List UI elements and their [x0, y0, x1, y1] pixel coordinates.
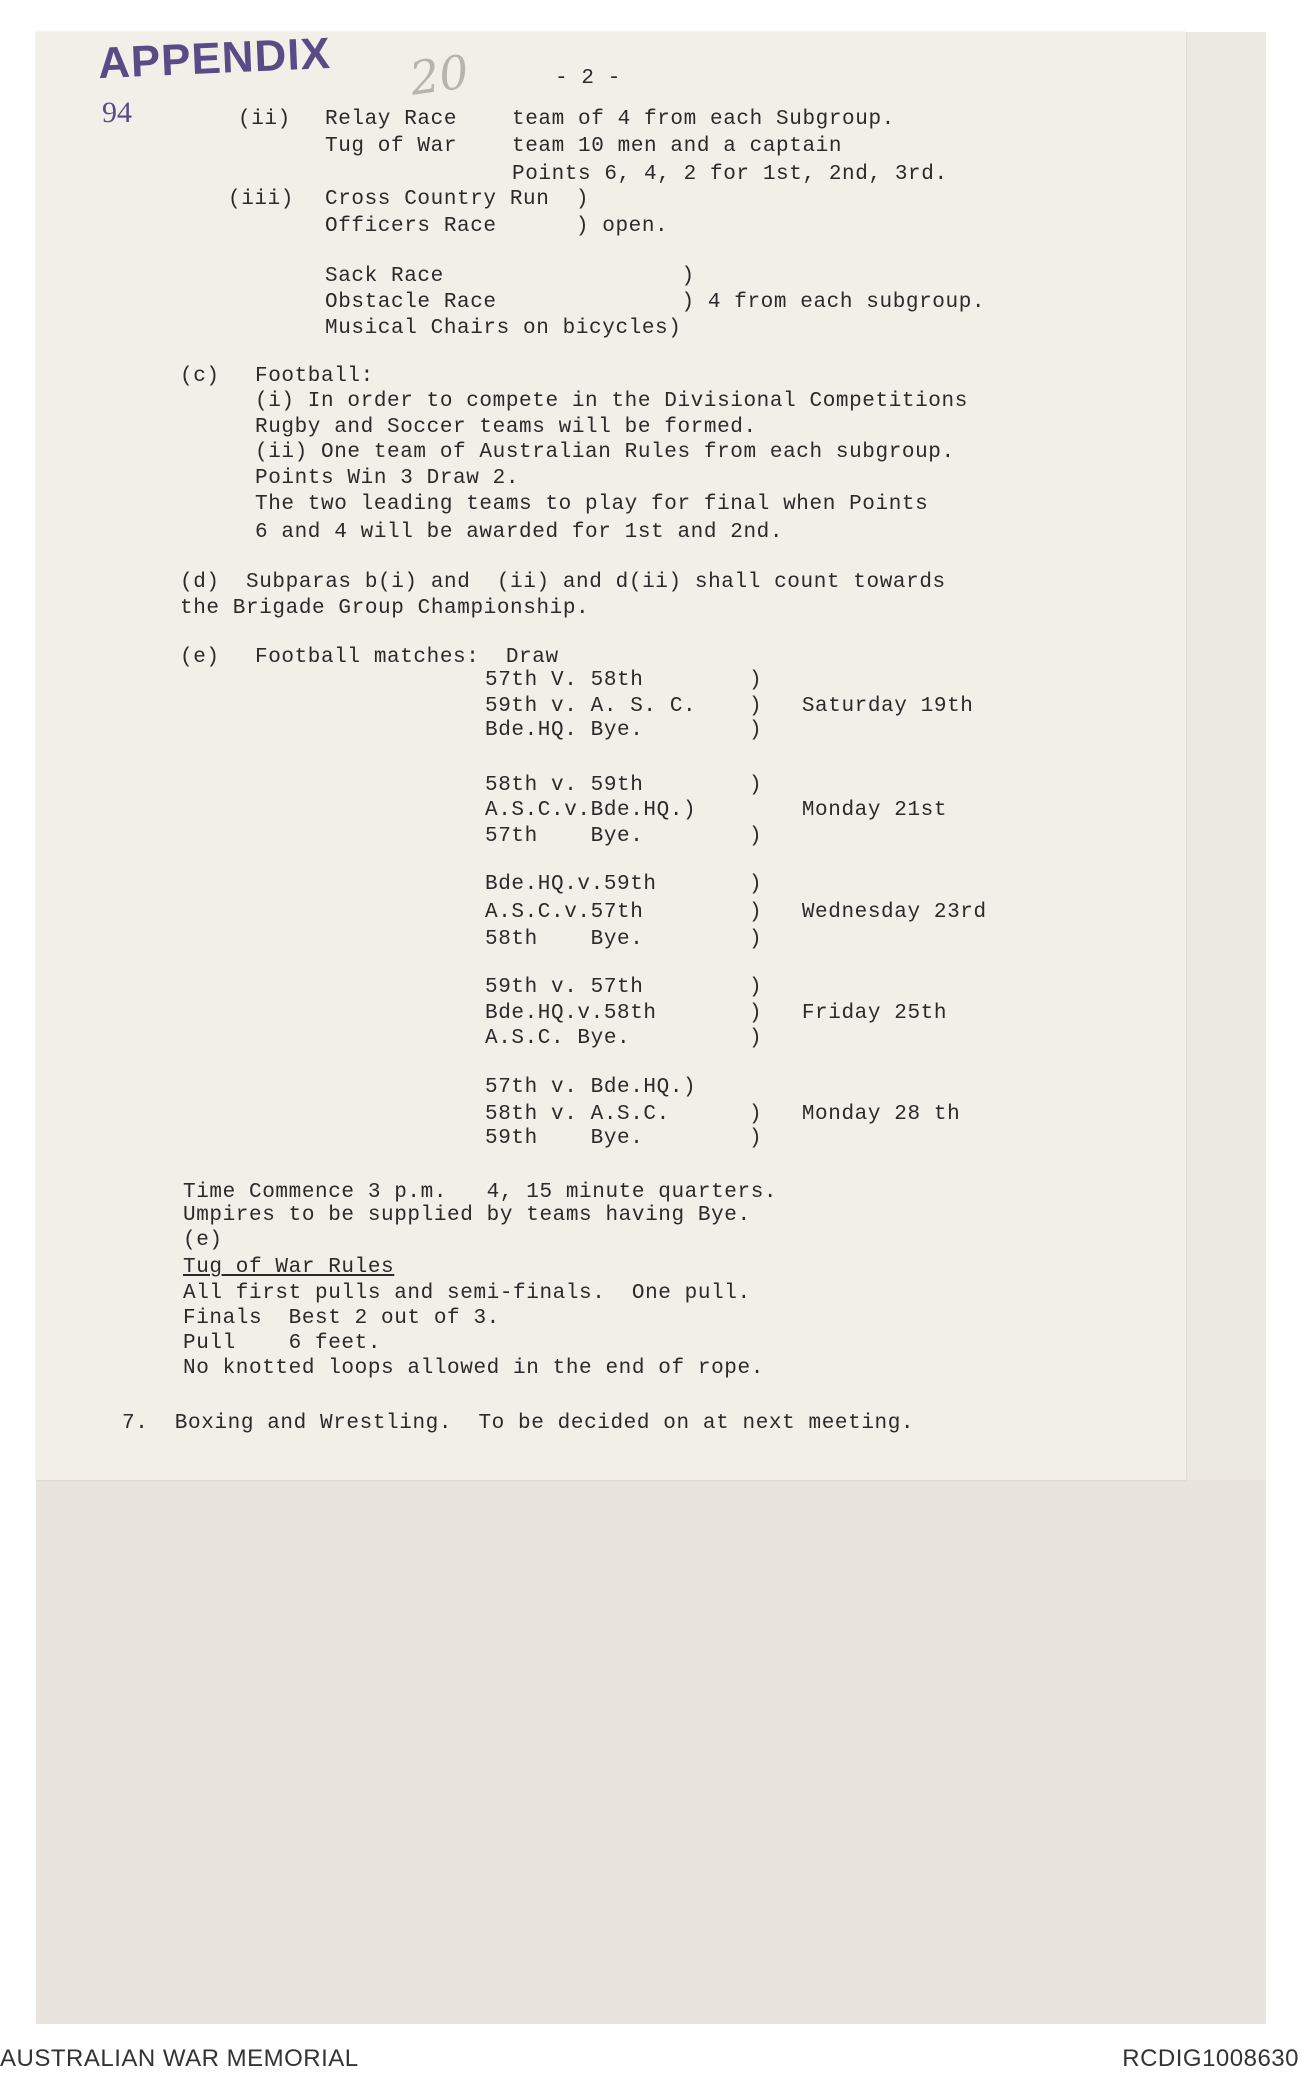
- text-line: Pull 6 feet.: [183, 1332, 382, 1355]
- text-line: Obstacle Race ) 4 from each subgroup.: [325, 291, 986, 314]
- text-line: Cross Country Run ): [325, 188, 590, 211]
- footer-source: AUSTRALIAN WAR MEMORIAL: [0, 2045, 359, 2072]
- text-line: Points 6, 4, 2 for 1st, 2nd, 3rd.: [512, 163, 948, 186]
- text-line: Rugby and Soccer teams will be formed.: [255, 416, 757, 439]
- text-line: 57th V. 58th ): [485, 669, 763, 692]
- text-line: Bde.HQ.v.59th ): [485, 873, 763, 896]
- text-line: Musical Chairs on bicycles): [325, 317, 682, 340]
- text-line: 58th Bye. ): [485, 928, 763, 951]
- text-line: No knotted loops allowed in the end of rope.: [183, 1357, 764, 1380]
- text-line: A.S.C.v.Bde.HQ.) Monday 21st: [485, 799, 948, 822]
- text-line: 57th Bye. ): [485, 825, 763, 848]
- lower-sheet: [36, 1480, 1266, 2024]
- text-line: Bde.HQ.v.58th ) Friday 25th: [485, 1002, 948, 1025]
- text-line: 7. Boxing and Wrestling. To be decided on at next meeting.: [122, 1412, 915, 1435]
- text-line: Finals Best 2 out of 3.: [183, 1307, 500, 1330]
- text-line: Points Win 3 Draw 2.: [255, 467, 520, 490]
- text-line: The two leading teams to play for final when Points: [255, 493, 929, 516]
- text-line: the Brigade Group Championship.: [180, 597, 590, 620]
- text-line: Bde.HQ. Bye. ): [485, 719, 763, 742]
- text-line: Football:: [255, 365, 374, 388]
- text-line: team 10 men and a captain: [512, 135, 843, 158]
- pencil-annotation: 20: [406, 44, 473, 106]
- text-line: 59th v. 57th ): [485, 976, 763, 999]
- text-line: Umpires to be supplied by teams having Bye.: [183, 1204, 751, 1227]
- text-line: 57th v. Bde.HQ.): [485, 1076, 697, 1099]
- text-line: Time Commence 3 p.m. 4, 15 minute quarters.: [183, 1181, 778, 1204]
- text-line: (e): [180, 646, 220, 669]
- text-line: Tug of War Rules: [183, 1256, 395, 1279]
- text-line: All first pulls and semi-finals. One pull.: [183, 1282, 751, 1305]
- text-line: Sack Race ): [325, 265, 695, 288]
- text-line: A.S.C.v.57th ) Wednesday 23rd: [485, 901, 987, 924]
- text-line: Tug of War: [325, 135, 458, 158]
- text-line: (e): [183, 1229, 223, 1252]
- text-line: 58th v. A.S.C. ) Monday 28 th: [485, 1103, 961, 1126]
- text-line: (ii) One team of Australian Rules from each subgroup.: [255, 441, 955, 464]
- text-line: 59th v. A. S. C. ) Saturday 19th: [485, 695, 974, 718]
- text-line: (d) Subparas b(i) and (ii) and d(ii) shall count towards: [180, 571, 946, 594]
- text-line: Relay Race: [325, 108, 458, 131]
- appendix-stamp: APPENDIX: [97, 28, 332, 89]
- text-line: (ii): [238, 108, 291, 131]
- footer-id: RCDIG1008630: [1122, 2045, 1299, 2072]
- text-line: team of 4 from each Subgroup.: [512, 108, 895, 131]
- text-line: A.S.C. Bye. ): [485, 1027, 763, 1050]
- text-line: 6 and 4 will be awarded for 1st and 2nd.: [255, 521, 784, 544]
- text-line: (c): [180, 365, 220, 388]
- text-line: (i) In order to compete in the Divisional Competitions: [255, 390, 968, 413]
- text-line: Football matches: Draw: [255, 646, 559, 669]
- text-line: 59th Bye. ): [485, 1127, 763, 1150]
- page-number: - 2 -: [555, 67, 622, 90]
- text-line: (iii): [228, 188, 295, 211]
- text-line: 58th v. 59th ): [485, 774, 763, 797]
- appendix-number: 94: [102, 96, 132, 129]
- text-line: Officers Race ) open.: [325, 215, 669, 238]
